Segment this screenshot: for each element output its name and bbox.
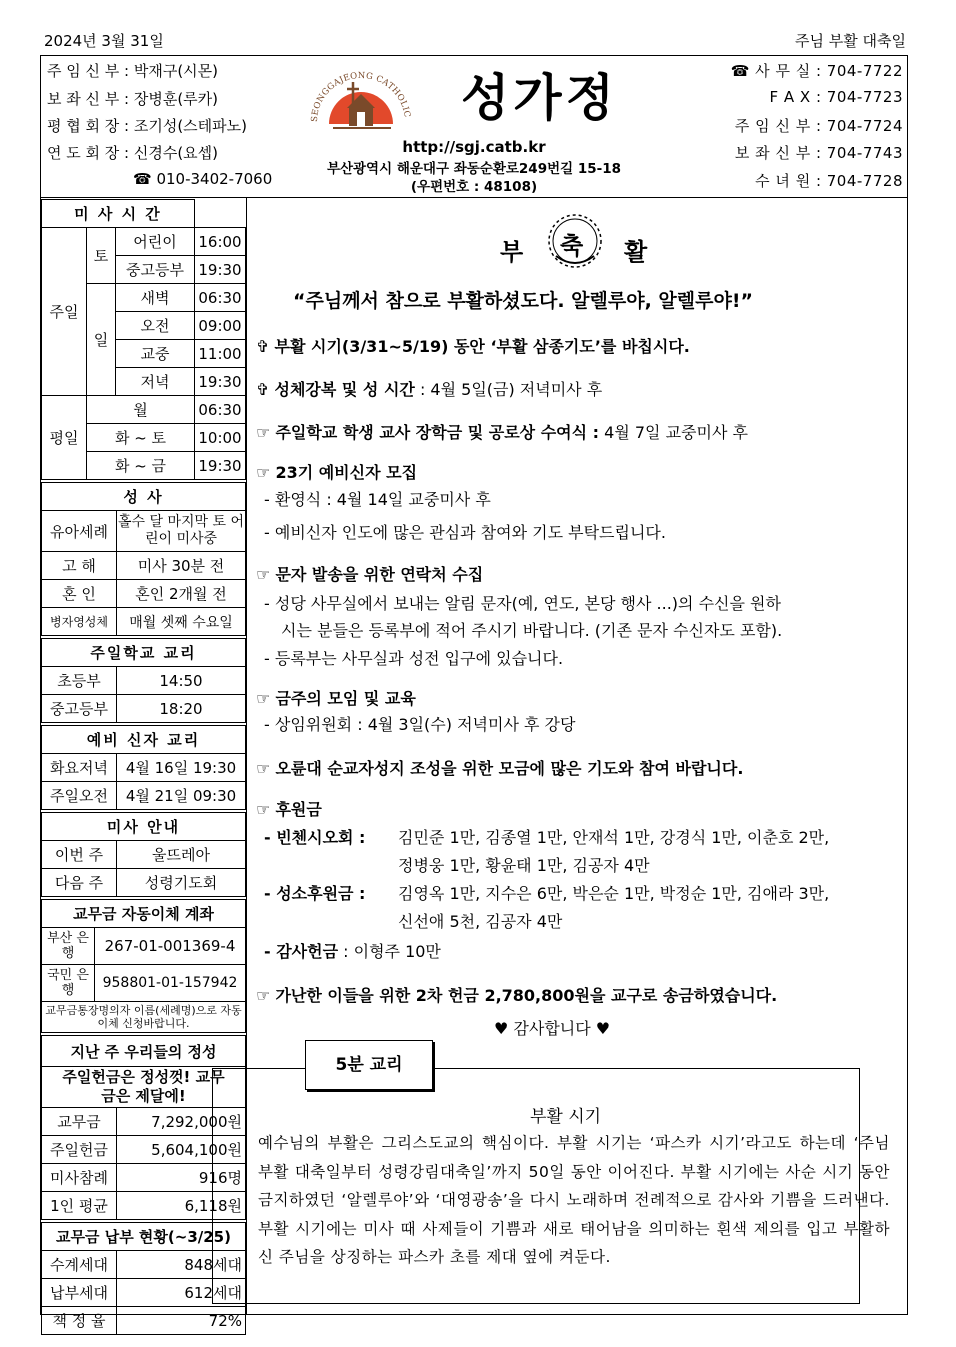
notice-6	[256, 686, 416, 709]
status-row-label: 수계세대	[42, 1251, 117, 1279]
notice-6-line-a: - 상임위원회 : 4월 3일(수) 저녁미사 후 강당	[264, 715, 576, 734]
office-phone: ☎ 사 무 실 : 704-7722	[730, 62, 903, 80]
offering-row-label: 주일헌금	[42, 1136, 117, 1164]
pointing-hand-icon: ☞	[256, 759, 271, 778]
thanks-offering	[264, 939, 441, 962]
tuesday-evening-label: 화요저녁	[42, 754, 117, 782]
vincent-donors-1: 김민준 1만, 김종열 1만, 안재석 1만, 강경식 1만, 이춘호 2만,	[398, 828, 830, 847]
mass-row-time: 06:30	[195, 284, 246, 312]
marriage-label: 혼 인	[42, 580, 117, 608]
weekday-row-label: 화 ~ 금	[87, 452, 195, 480]
weekday-row-time: 06:30	[195, 396, 246, 424]
marriage-value: 혼인 2개월 전	[117, 580, 246, 608]
assistant-line: 보 좌 신 부 : 장병훈(루카)	[47, 90, 219, 108]
yeondo-phone: ☎ 010-3402-7060	[133, 170, 273, 188]
notice-2	[256, 377, 602, 400]
pointing-hand-icon: ☞	[256, 565, 271, 584]
mass-row-time: 16:00	[195, 228, 246, 256]
notice-8-title: 후원금	[275, 800, 322, 819]
mass-times-title: 미 사 시 간	[42, 200, 195, 228]
notice-1-text: 부활 시기(3/31~5/19) 동안 ‘부활 삼종기도’를 바칩시다.	[274, 337, 690, 356]
confession-value: 미사 30분 전	[117, 552, 246, 580]
thanks-offering-label: - 감사헌금	[264, 942, 339, 961]
notice-5-line-b: - 등록부는 사무실과 성전 입구에 있습니다.	[264, 649, 564, 668]
saturday-label: 토	[87, 228, 116, 284]
notice-4	[256, 460, 417, 483]
sunday-school-title: 주일학교 교리	[42, 639, 246, 667]
vocation-donors-2: 신선애 5천, 김공자 4만	[398, 912, 563, 931]
parish-url[interactable]: http://sgj.catb.kr	[402, 138, 546, 156]
notice-7	[256, 756, 743, 779]
sacraments-table	[41, 482, 246, 636]
parish-address: 부산광역시 해운대구 좌동순환로249번길 15-18	[326, 161, 622, 177]
thanks-line: ♥ 감사합니다 ♥	[494, 1019, 611, 1038]
offering-row-label: 미사참례	[42, 1164, 117, 1192]
notice-5-line-a2: 시는 분들은 등록부에 적어 주시기 바랍니다. (기존 문자 수신자도 포함).	[281, 621, 783, 640]
auto-transfer-title: 교무금 자동이체 계좌	[42, 900, 246, 928]
sunday-morning-label: 주일오전	[42, 782, 117, 810]
offering-row-label: 1인 평균	[42, 1192, 117, 1220]
pointing-hand-icon: ☞	[256, 689, 271, 708]
mass-row-label: 새벽	[116, 284, 195, 312]
notice-4-line-b: - 예비신자 인도에 많은 관심과 참여와 기도 부탁드립니다.	[264, 523, 666, 542]
mass-row-label: 교중	[116, 340, 195, 368]
mass-row-time: 19:30	[195, 368, 246, 396]
notice-3-title: 주일학교 학생 교사 장학금 및 공로상 수여식 :	[275, 423, 600, 442]
logo-text: SEONGGAJEONG CATHOLIC	[309, 70, 412, 123]
notice-9-text: 가난한 이들을 위한 2차 헌금 2,780,800원을 교구로 송금하였습니다.	[275, 986, 778, 1005]
header-divider	[41, 197, 907, 198]
bulletin-date: 2024년 3월 31일	[44, 32, 164, 50]
feast-name: 주님 부활 대축일	[795, 32, 906, 50]
mass-guide-title: 미사 안내	[42, 813, 246, 841]
easter-right-char: 활	[624, 238, 648, 266]
sunday-day-label: 일	[87, 284, 116, 396]
catechism-subtitle: 부활 시기	[530, 1107, 602, 1127]
elementary-time: 14:50	[117, 667, 246, 695]
mass-row-label: 오전	[116, 312, 195, 340]
status-row-label: 책 정 율	[42, 1307, 117, 1335]
pointing-hand-icon: ☞	[256, 800, 271, 819]
offering-slogan: 주일헌금은 정성껏! 교무금은 제달에!	[42, 1067, 246, 1108]
sunday-morning-value: 4월 21일 09:30	[117, 782, 246, 810]
notice-9	[256, 983, 777, 1006]
weekday-row-time: 10:00	[195, 424, 246, 452]
notice-2-title: 성체강복 및 성 시간	[274, 380, 415, 399]
vocation-donors-1: 김영옥 1만, 지수은 6만, 박은순 1만, 박정순 1만, 김애라 3만,	[398, 884, 830, 903]
mass-row-label: 중고등부	[116, 256, 195, 284]
kb-bank-label: 국민 은행	[42, 965, 95, 1002]
notice-8	[256, 797, 322, 820]
notice-5-line-a1: - 성당 사무실에서 보내는 알림 문자(예, 연도, 본당 행사 ...)의 수신을 원하	[264, 594, 781, 613]
postal-code: (우편번호 : 48108)	[410, 179, 538, 195]
sunday-label: 주일	[42, 228, 87, 396]
thanks-offering-detail: : 이형주 10만	[338, 942, 441, 961]
mass-row-label: 저녁	[116, 368, 195, 396]
infant-baptism-value: 홀수 달 마지막 토 어린이 미사중	[117, 511, 246, 552]
catechism-text: 예수님의 부활은 그리스도교의 핵심이다. 부활 시기는 ‘파스카 시기’라고도 하는데 ‘주님 부활 대축일부터 성령강림대축일’까지 50일 동안 이어진다. 부활 시기에는 사순 시기 동안 금지하였던 ‘알렐루야’와 ‘대영광송’을 다시 노래하며 전례적으로 감사와 기쁨을 드러낸다. 부활 시기에는 미사 때 사제들이 기쁨과 새로 태어남을 의미하는 흰색 제의를 입고 부활하신 주님을 상징하는 파스카 초를 제대 옆에 켜둔다.	[258, 1134, 890, 1266]
cross-icon: ✞	[256, 337, 270, 356]
pointing-hand-icon: ☞	[256, 423, 271, 442]
busan-bank-label: 부산 은행	[42, 928, 95, 965]
this-week-label: 이번 주	[42, 841, 117, 869]
offering-row-value: 5,604,100원	[117, 1136, 246, 1164]
notice-5-title: 문자 발송을 위한 연락처 수집	[275, 565, 484, 584]
mass-times-table	[41, 199, 246, 480]
catechumen-title: 예비 신자 교리	[42, 726, 246, 754]
sick-communion-value: 매월 셋째 수요일	[117, 608, 246, 636]
offering-title: 지난 주 우리들의 정성	[42, 1036, 246, 1067]
status-row-value: 612세대	[117, 1279, 246, 1307]
confession-label: 고 해	[42, 552, 117, 580]
offering-row-value: 6,118원	[117, 1192, 246, 1220]
tuesday-evening-value: 4월 16일 19:30	[117, 754, 246, 782]
status-row-value: 848세대	[117, 1251, 246, 1279]
vincent-label: - 빈첸시오회 :	[264, 828, 366, 847]
sunday-school-table	[41, 638, 246, 723]
vocation-label: - 성소후원금 :	[264, 884, 366, 903]
offering-row-value: 916명	[117, 1164, 246, 1192]
council-line: 평 협 회 장 : 조기성(스테파노)	[47, 117, 247, 135]
sacraments-title: 성 사	[42, 483, 246, 511]
pointing-hand-icon: ☞	[256, 463, 271, 482]
easter-center-char: 축	[560, 232, 584, 260]
mass-row-time: 09:00	[195, 312, 246, 340]
middle-high-label: 중고등부	[42, 695, 117, 723]
cross-icon: ✞	[256, 380, 270, 399]
pointing-hand-icon: ☞	[256, 986, 271, 1005]
status-row-label: 납부세대	[42, 1279, 117, 1307]
weekday-row-label: 월	[87, 396, 195, 424]
notice-3	[256, 420, 748, 443]
elementary-label: 초등부	[42, 667, 117, 695]
notice-4-line-a: - 환영식 : 4월 14일 교중미사 후	[264, 490, 491, 509]
middle-high-time: 18:20	[117, 695, 246, 723]
this-week-value: 울뜨레아	[117, 841, 246, 869]
mass-row-time: 19:30	[195, 256, 246, 284]
notice-6-title: 금주의 모임 및 교육	[275, 689, 416, 708]
vincent-donors-2: 정병웅 1만, 황윤태 1만, 김공자 4만	[398, 856, 650, 875]
notice-1	[256, 334, 690, 357]
easter-quote: “주님께서 참으로 부활하셨도다. 알렐루야, 알렐루야!”	[293, 290, 753, 312]
catechism-box-title: 5분 교리	[305, 1040, 433, 1090]
church-logo	[303, 62, 419, 148]
next-week-label: 다음 주	[42, 869, 117, 897]
offering-row-value: 7,292,000원	[117, 1108, 246, 1136]
weekday-label: 평일	[42, 396, 87, 480]
busan-bank-account: 267-01-001369-4	[95, 928, 246, 965]
convent-phone: 수 녀 원 : 704-7728	[755, 172, 903, 190]
offering-row-label: 교무금	[42, 1108, 117, 1136]
infant-baptism-label: 유아세례	[42, 511, 117, 552]
notice-3-detail: 4월 7일 교중미사 후	[599, 423, 748, 442]
next-week-value: 성령기도회	[117, 869, 246, 897]
auto-transfer-table	[41, 899, 246, 1033]
sick-communion-label: 병자영성체	[42, 608, 117, 636]
pastor-line: 주 임 신 부 : 박재구(시몬)	[47, 62, 219, 80]
weekday-row-label: 화 ~ 토	[87, 424, 195, 452]
notice-5	[256, 562, 483, 585]
yeondo-line: 연 도 회 장 : 신경수(요셉)	[47, 144, 219, 162]
assistant-phone: 보 좌 신 부 : 704-7743	[734, 144, 903, 162]
bulletin-title: 성가정	[461, 69, 618, 127]
mass-row-label: 어린이	[116, 228, 195, 256]
mass-guide-table	[41, 812, 246, 897]
pastor-phone: 주 임 신 부 : 704-7724	[734, 117, 903, 135]
easter-left-char: 부	[500, 238, 524, 266]
top-line	[40, 28, 908, 52]
notice-4-title: 23기 예비신자 모집	[275, 463, 418, 482]
status-row-value: 72%	[117, 1307, 246, 1335]
payment-status-title: 교무금 납부 현황(~3/25)	[42, 1223, 246, 1251]
notice-2-detail: : 4월 5일(금) 저녁미사 후	[414, 380, 603, 399]
transfer-note: 교무금통장명의자 이름(세례명)으로 자동이체 신청바랍니다.	[42, 1002, 246, 1033]
mass-row-time: 11:00	[195, 340, 246, 368]
kb-bank-account: 958801-01-157942	[95, 965, 246, 1002]
weekday-row-time: 19:30	[195, 452, 246, 480]
fax-number: F A X : 704-7723	[769, 88, 903, 106]
catechumen-table	[41, 725, 246, 810]
notice-7-text: 오륜대 순교자성지 조성을 위한 모금에 많은 기도와 참여 바랍니다.	[275, 759, 744, 778]
